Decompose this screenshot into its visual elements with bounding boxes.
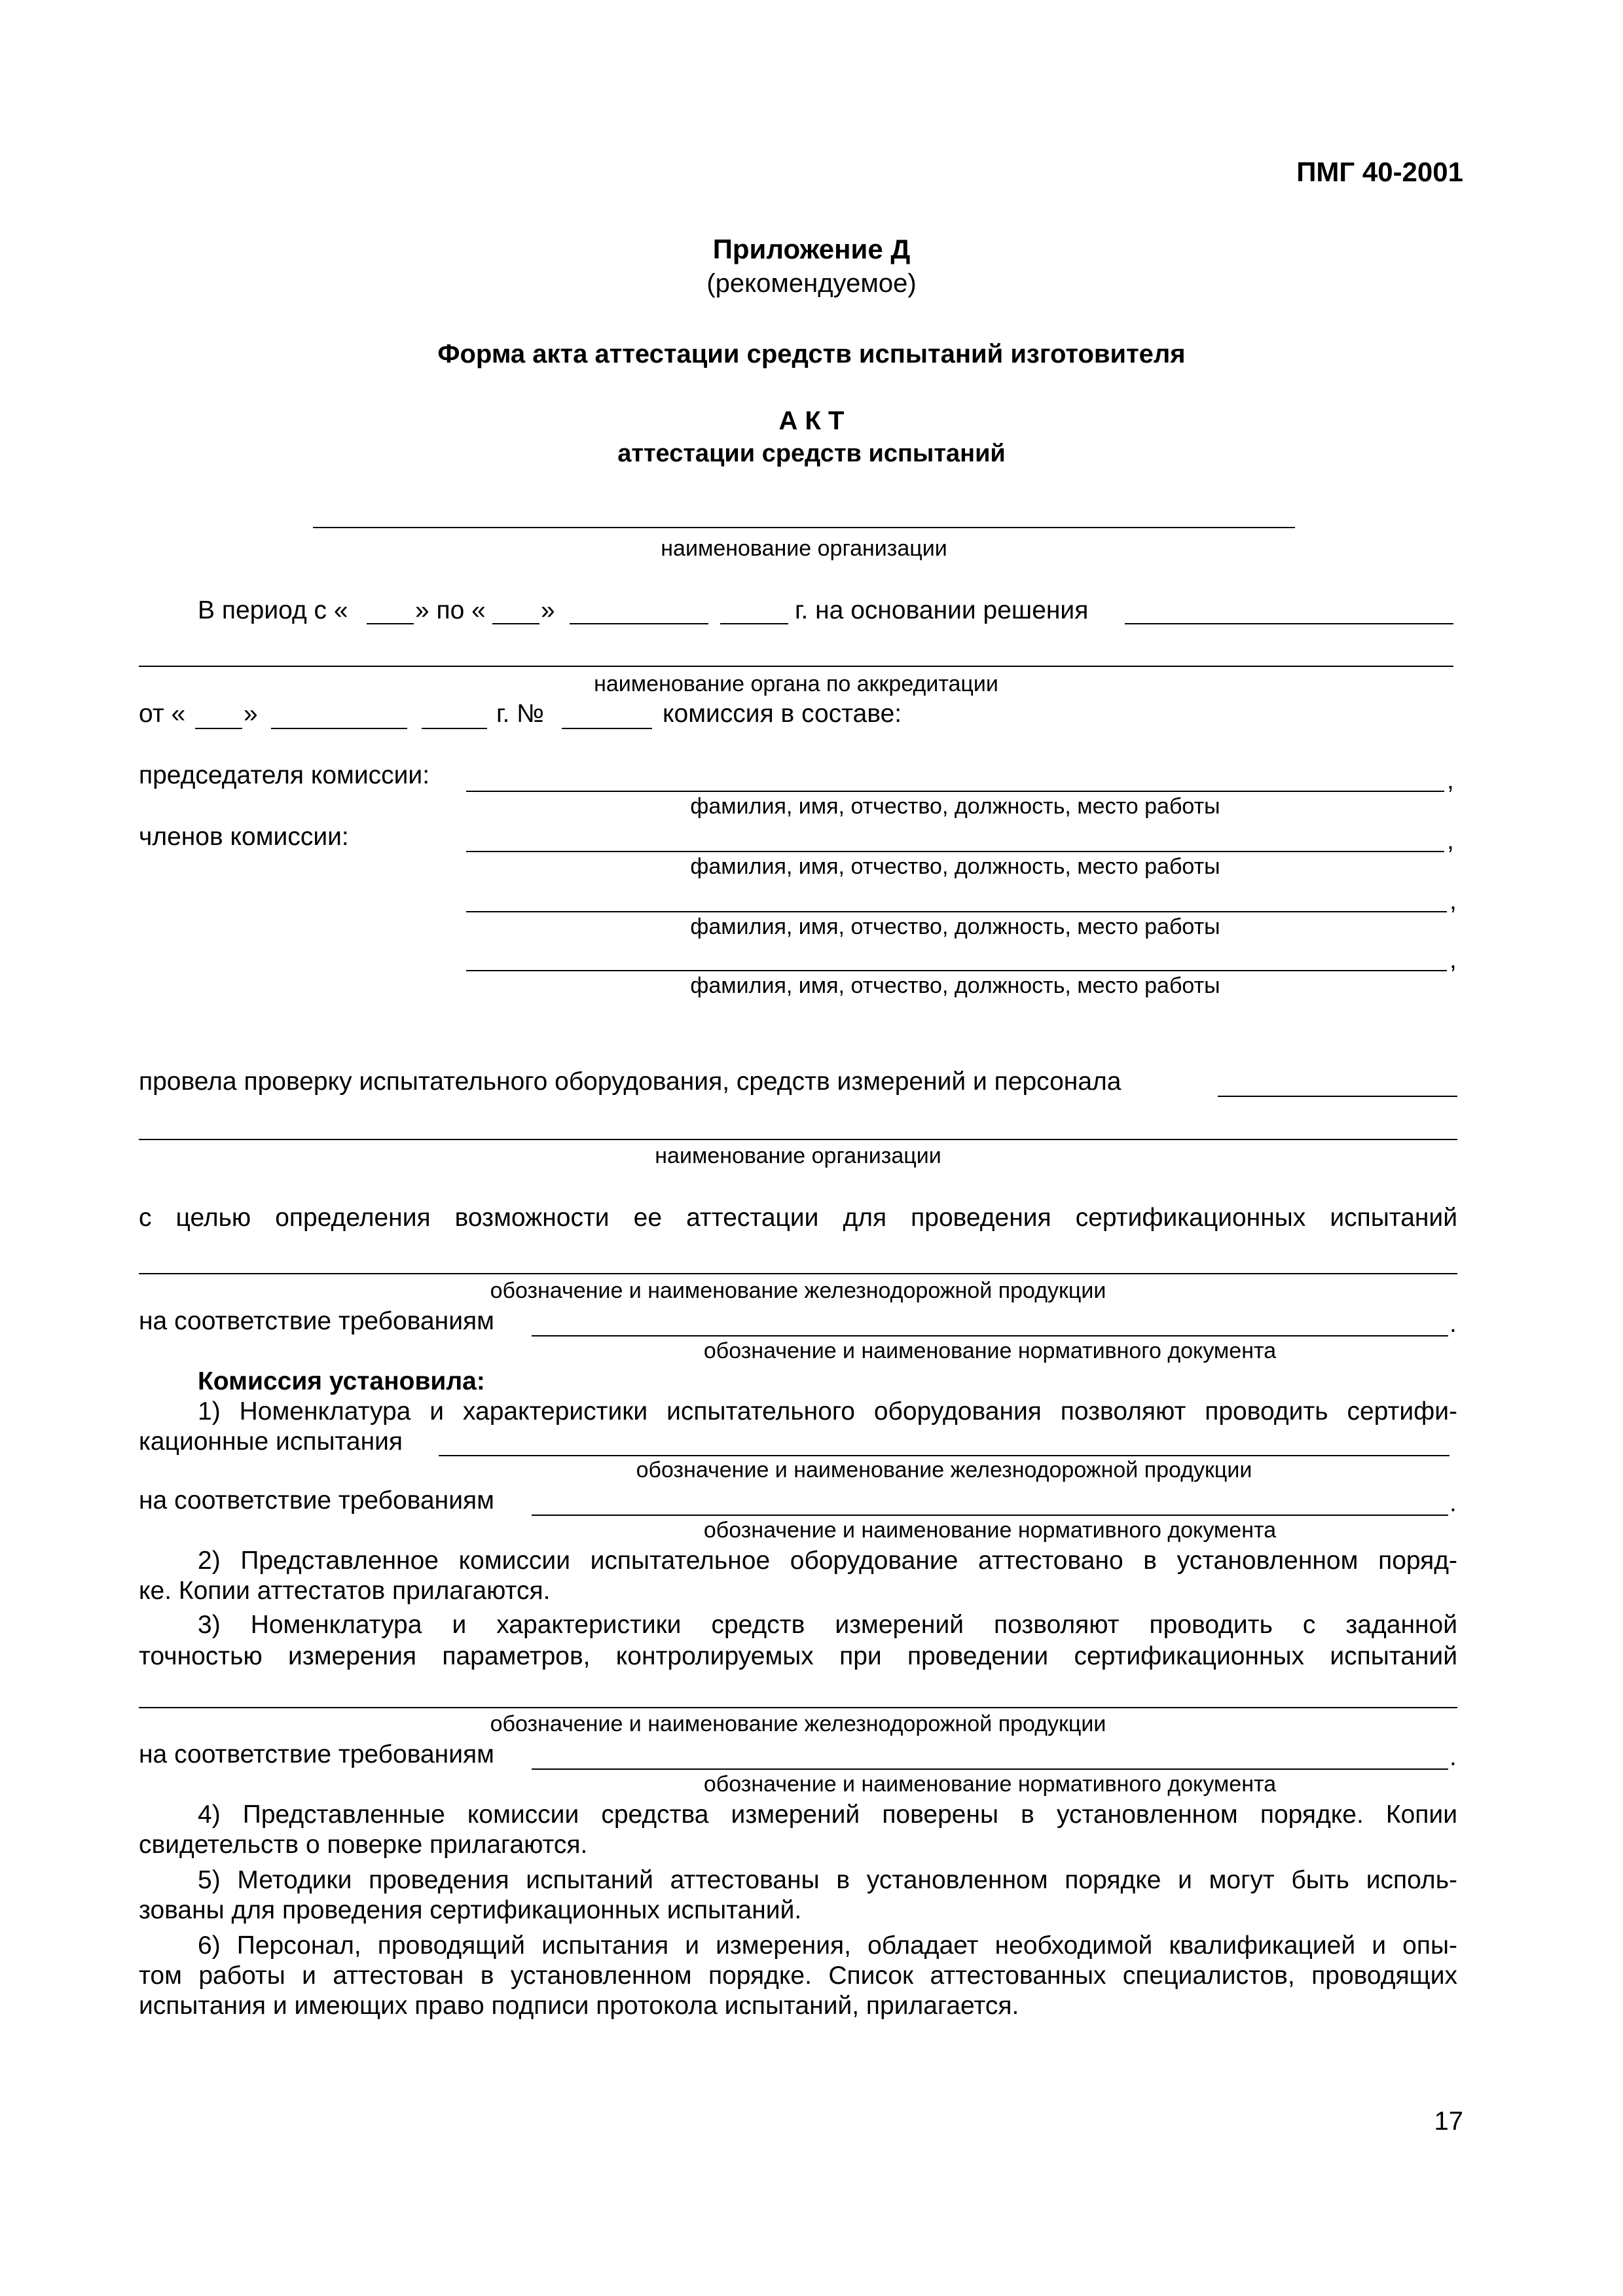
item1-product-line: [439, 1455, 1450, 1456]
from-year-field: [422, 728, 487, 729]
member-comma-3: ,: [1450, 946, 1457, 974]
appendix-title: Приложение Д: [712, 234, 911, 264]
item3-product-line: [139, 1707, 1457, 1708]
item1-normdoc-caption: обозначение и наименование нормативного документа: [703, 1518, 1277, 1543]
chairman-comma: ,: [1447, 766, 1454, 795]
accreditation-caption: наименование органа по аккредитации: [594, 672, 998, 696]
member-caption-2: фамилия, имя, отчество, должность, место работы: [690, 914, 1220, 939]
accreditation-body-line: [139, 666, 1453, 667]
item3-product-caption: обозначение и наименование железнодорожной продукции: [490, 1712, 1106, 1736]
purpose-text: с целью определения возможности ее аттестации для проведения сертификационных испытаний: [139, 1204, 1457, 1232]
member-caption-1: фамилия, имя, отчество, должность, место работы: [690, 854, 1220, 879]
document-code: ПМГ 40-2001: [1296, 156, 1463, 187]
period-text-d: г. на основании решения: [795, 596, 1089, 624]
item3-requirements-label: на соответствие требованиям: [139, 1740, 494, 1768]
period-text-c: »: [541, 596, 555, 624]
item5-line2: зованы для проведения сертификационных испытаний.: [139, 1896, 802, 1924]
page-number: 17: [1434, 2107, 1463, 2136]
from-day-field: [195, 728, 242, 729]
check-organization-line: [139, 1139, 1457, 1140]
findings-heading: Комиссия установила:: [198, 1367, 485, 1395]
period-month-field: [570, 623, 708, 624]
period-year-field: [720, 623, 788, 624]
organization-line: [313, 527, 1295, 528]
from-month-field: [271, 728, 407, 729]
item2-line2: ке. Копии аттестатов прилагаются.: [139, 1577, 551, 1605]
item4-line1: 4) Представленные комиссии средства измерений поверены в установленном порядке. Копии: [198, 1801, 1457, 1829]
item1-product-caption: обозначение и наименование железнодорожной продукции: [636, 1458, 1252, 1482]
chairman-line: [466, 791, 1444, 792]
purpose-normdoc-line: [532, 1335, 1448, 1336]
member-comma-1: ,: [1447, 827, 1454, 855]
from-text-c: г. №: [496, 700, 544, 728]
from-text-d: комиссия в составе:: [663, 700, 902, 728]
item1-normdoc-line: [532, 1515, 1448, 1516]
purpose-period: .: [1450, 1310, 1457, 1338]
member-comma-2: ,: [1450, 887, 1457, 915]
members-label: членов комиссии:: [139, 823, 349, 851]
chairman-caption: фамилия, имя, отчество, должность, место работы: [690, 794, 1220, 819]
period-end-day-field: [492, 623, 539, 624]
form-title: Форма акта аттестации средств испытаний изготовителя: [437, 340, 1186, 368]
item3-normdoc-line: [532, 1768, 1448, 1770]
chairman-label: председателя комиссии:: [139, 761, 430, 789]
organization-caption: наименование организации: [661, 536, 947, 561]
item3-period: .: [1450, 1743, 1457, 1771]
member-line-1: [466, 851, 1444, 852]
period-text-b: » по «: [415, 596, 486, 624]
check-text: провела проверку испытательного оборудования, средств измерений и персонала: [139, 1067, 1122, 1096]
member-caption-3: фамилия, имя, отчество, должность, место работы: [690, 973, 1220, 998]
member-line-3: [466, 970, 1447, 971]
purpose-product-line: [139, 1273, 1457, 1274]
decision-number-field: [562, 728, 652, 729]
item1-line1: 1) Номенклатура и характеристики испытательного оборудования позволяют проводить сертифи-: [198, 1397, 1457, 1426]
act-title: А К Т: [778, 406, 845, 435]
purpose-normdoc-caption: обозначение и наименование нормативного документа: [703, 1338, 1277, 1363]
item6-line2: том работы и аттестован в установленном порядке. Список аттестованных специалистов, проводящих: [139, 1962, 1457, 1990]
purpose-product-caption: обозначение и наименование железнодорожной продукции: [490, 1278, 1106, 1303]
item4-line2: свидетельств о поверке прилагаются.: [139, 1831, 588, 1859]
period-start-day-field: [367, 623, 414, 624]
item6-line1: 6) Персонал, проводящий испытания и измерения, обладает необходимой квалификацией и опы-: [198, 1931, 1457, 1960]
from-text-a: от «: [139, 700, 186, 728]
act-subtitle: аттестации средств испытаний: [617, 440, 1006, 467]
decision-field: [1125, 623, 1453, 624]
item3-line1: 3) Номенклатура и характеристики средств измерений позволяют проводить с заданной: [198, 1611, 1457, 1639]
item2-line1: 2) Представленное комиссии испытательное оборудование аттестовано в установленном поряд-: [198, 1547, 1457, 1575]
period-text-a: В период с «: [198, 596, 348, 624]
purpose-requirements-label: на соответствие требованиям: [139, 1307, 494, 1335]
item5-line1: 5) Методики проведения испытаний аттестованы в установленном порядке и могут быть исполь-: [198, 1866, 1457, 1894]
from-text-b: »: [244, 700, 258, 728]
item6-line3: испытания и имеющих право подписи протокола испытаний, прилагается.: [139, 1992, 1019, 2020]
item1-requirements-label: на соответствие требованиям: [139, 1486, 494, 1515]
check-organization-field: [1218, 1096, 1457, 1097]
member-line-2: [466, 911, 1447, 912]
item1-period: .: [1450, 1489, 1457, 1517]
check-organization-caption: наименование организации: [655, 1143, 941, 1168]
item3-normdoc-caption: обозначение и наименование нормативного документа: [703, 1772, 1277, 1797]
item1-line2: кационные испытания: [139, 1427, 403, 1456]
item3-line2: точностью измерения параметров, контролируемых при проведении сертификационных испытаний: [139, 1642, 1457, 1670]
appendix-status: (рекомендуемое): [706, 269, 917, 298]
